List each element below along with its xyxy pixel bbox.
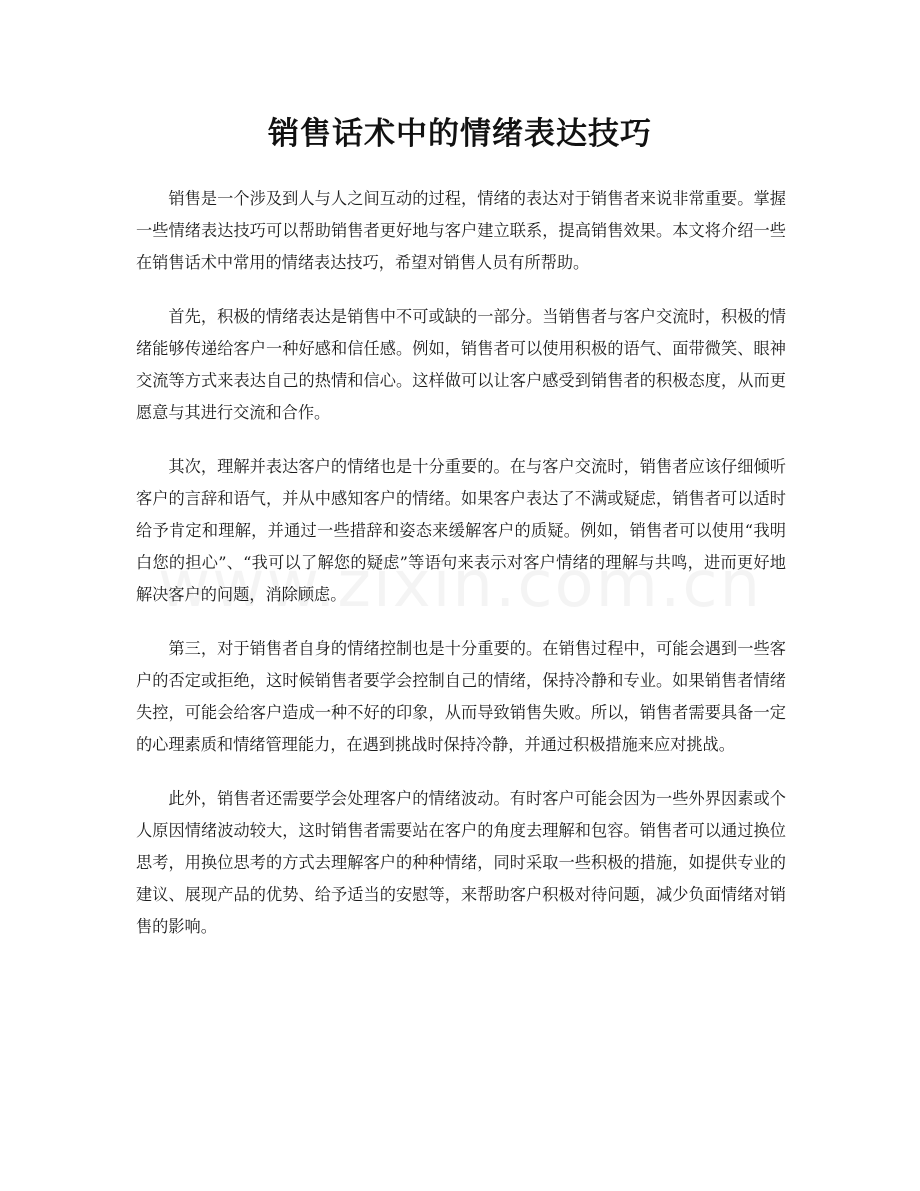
paragraph-intro: 销售是一个涉及到人与人之间互动的过程，情绪的表达对于销售者来说非常重要。掌握一些情绪表达技巧可以帮助销售者更好地与客户建立联系，提高销售效果。本文将介绍一些在销售话术中常用的情绪表达技巧，希望对销售人员有所帮助。	[136, 189, 786, 272]
page-title: 销售话术中的情绪表达技巧	[268, 116, 652, 152]
paragraph-third: 第三，对于销售者自身的情绪控制也是十分重要的。在销售过程中，可能会遇到一些客户的否定或拒绝，这时候销售者要学会控制自己的情绪，保持冷静和专业。如果销售者情绪失控，可能会给客户造成一种不好的印象，从而导致销售失败。所以，销售者需要具备一定的心理素质和情绪管理能力，在遇到挑战时保持冷静，并通过积极措施来应对挑战。	[136, 639, 786, 754]
paragraph-first: 首先，积极的情绪表达是销售中不可或缺的一部分。当销售者与客户交流时，积极的情绪能够传递给客户一种好感和信任感。例如，销售者可以使用积极的语气、面带微笑、眼神交流等方式来表达自己的热情和信心。这样做可以让客户感受到销售者的积极态度，从而更愿意与其进行交流和合作。	[136, 307, 786, 422]
document-body	[136, 183, 786, 965]
paragraph-second: 其次，理解并表达客户的情绪也是十分重要的。在与客户交流时，销售者应该仔细倾听客户的言辞和语气，并从中感知客户的情绪。如果客户表达了不满或疑虑，销售者可以适时给予肯定和理解，并通过一些措辞和姿态来缓解客户的质疑。例如，销售者可以使用“我明白您的担心”、“我可以了解您的疑虑”等语句来表示对客户情绪的理解与共鸣，进而更好地解决客户的问题，消除顾虑。	[136, 457, 786, 604]
paragraph-additional: 此外，销售者还需要学会处理客户的情绪波动。有时客户可能会因为一些外界因素或个人原因情绪波动较大，这时销售者需要站在客户的角度去理解和包容。销售者可以通过换位思考，用换位思考的方式去理解客户的种种情绪，同时采取一些积极的措施，如提供专业的建议、展现产品的优势、给予适当的安慰等，来帮助客户积极对待问题，减少负面情绪对销售的影响。	[136, 789, 786, 936]
